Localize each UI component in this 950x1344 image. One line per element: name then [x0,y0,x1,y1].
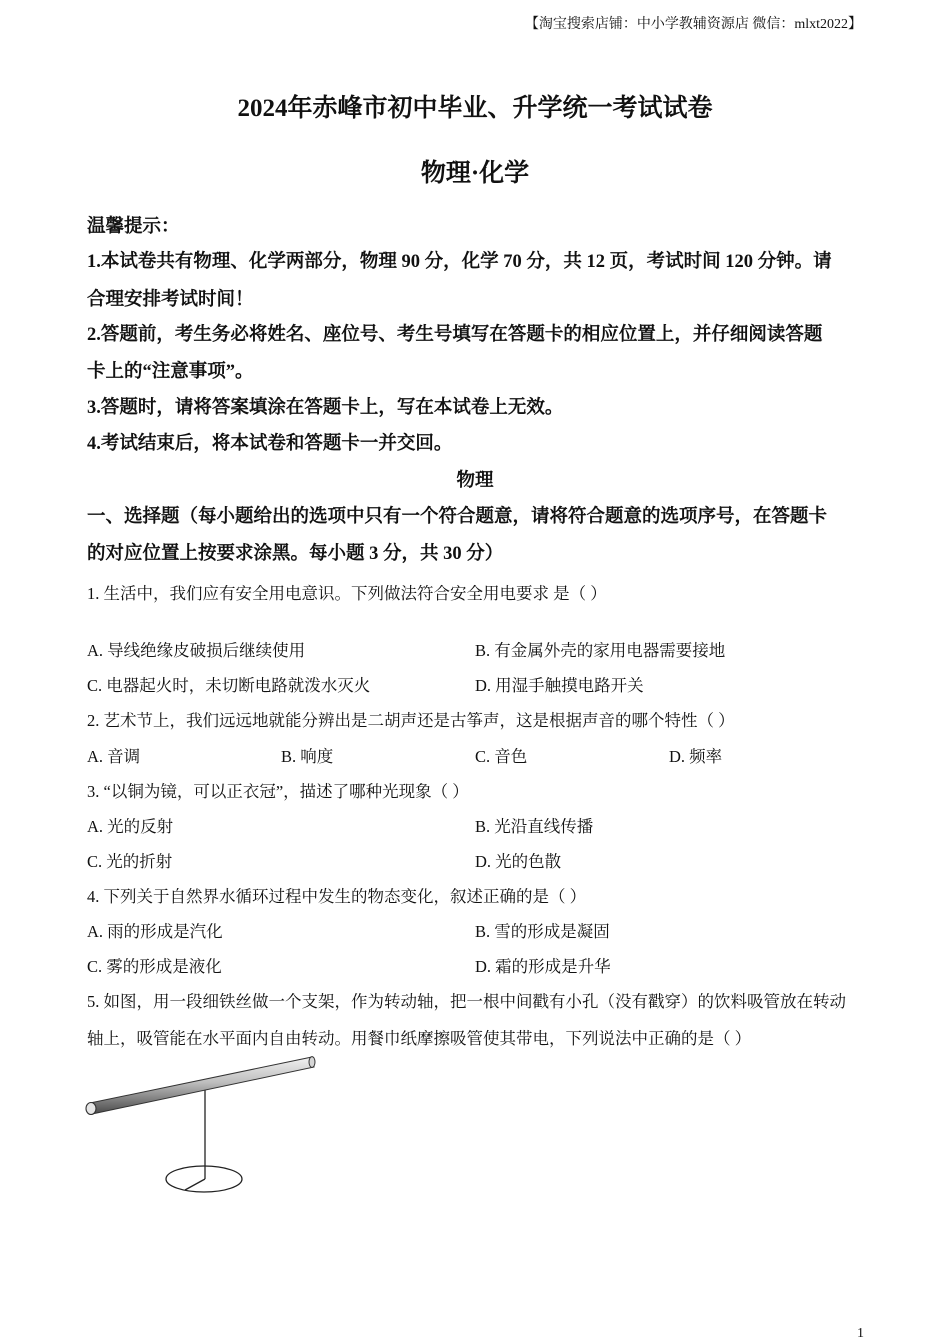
header-note: 【淘宝搜索店铺：中小学教辅资源店 微信：mlxt2022】 [524,17,862,32]
question-3-option-a: A. 光的反射 [87,817,174,836]
part-1-instructions-line-2: 的对应位置上按要求涂黑。每小题 3 分，共 30 分） [87,544,504,564]
question-4-option-a: A. 雨的形成是汽化 [87,922,223,941]
question-1-option-d: D. 用湿手触摸电路开关 [475,676,644,695]
question-3-option-c: C. 光的折射 [87,852,173,871]
part-1-instructions-line-1: 一、选择题（每小题给出的选项中只有一个符合题意，请将符合题意的选项序号，在答题卡 [87,507,828,527]
question-1-stem: 1. 生活中，我们应有安全用电意识。下列做法符合安全用电要求 是（ ） [87,584,607,603]
question-5-stem-line-1: 5. 如图，用一段细铁丝做一个支架，作为转动轴，把一根中间戳有小孔（没有戳穿）的饮料吸管放在转动 [87,992,846,1011]
stand-base-wire [185,1179,205,1190]
question-2-option-d: D. 频率 [669,747,723,766]
question-1-option-b: B. 有金属外壳的家用电器需要接地 [475,641,726,660]
question-3-option-d: D. 光的色散 [475,852,562,871]
section-title: 物理 [456,471,494,491]
exam-title: 2024年赤峰市初中毕业、升学统一考试试卷 [237,95,713,122]
tip-2-line-1: 2.答题前，考生务必将姓名、座位号、考生号填写在答题卡的相应位置上，并仔细阅读答题 [87,325,823,345]
exam-subtitle: 物理·化学 [420,160,530,187]
tip-1-line-1: 1.本试卷共有物理、化学两部分，物理 90 分，化学 70 分，共 12 页，考试时间 120 分钟。请 [87,252,832,272]
question-2-option-b: B. 响度 [281,747,334,766]
page-number: 1 [857,1326,864,1341]
question-4-option-c: C. 雾的形成是液化 [87,957,222,976]
question-3-option-b: B. 光沿直线传播 [475,817,594,836]
straw-stand-figure [80,1050,330,1200]
tips-heading: 温馨提示： [87,217,180,237]
question-4-option-b: B. 雪的形成是凝固 [475,922,610,941]
tip-1-line-2: 合理安排考试时间！ [87,290,254,310]
question-2-option-c: C. 音色 [475,747,528,766]
tip-2-line-2: 卡上的“注意事项”。 [87,362,254,382]
question-4-option-d: D. 霜的形成是升华 [475,957,611,976]
tip-4: 4.考试结束后，将本试卷和答题卡一并交回。 [87,434,453,454]
question-1-option-a: A. 导线绝缘皮破损后继续使用 [87,641,306,660]
question-3-stem: 3. “以铜为镜，可以正衣冠”，描述了哪种光现象（ ） [87,782,469,801]
question-1-option-c: C. 电器起火时，未切断电路就泼水灭火 [87,676,371,695]
question-2-option-a: A. 音调 [87,747,141,766]
question-2-stem: 2. 艺术节上，我们远远地就能分辨出是二胡声还是古筝声，这是根据声音的哪个特性（ ） [87,711,735,730]
straw [86,1057,315,1115]
question-4-stem: 4. 下列关于自然界水循环过程中发生的物态变化，叙述正确的是（ ） [87,887,587,906]
question-5-stem-line-2: 轴上，吸管能在水平面内自由转动。用餐巾纸摩擦吸管使其带电，下列说法中正确的是（ ） [87,1029,752,1048]
tip-3: 3.答题时，请将答案填涂在答题卡上，写在本试卷上无效。 [87,398,564,418]
